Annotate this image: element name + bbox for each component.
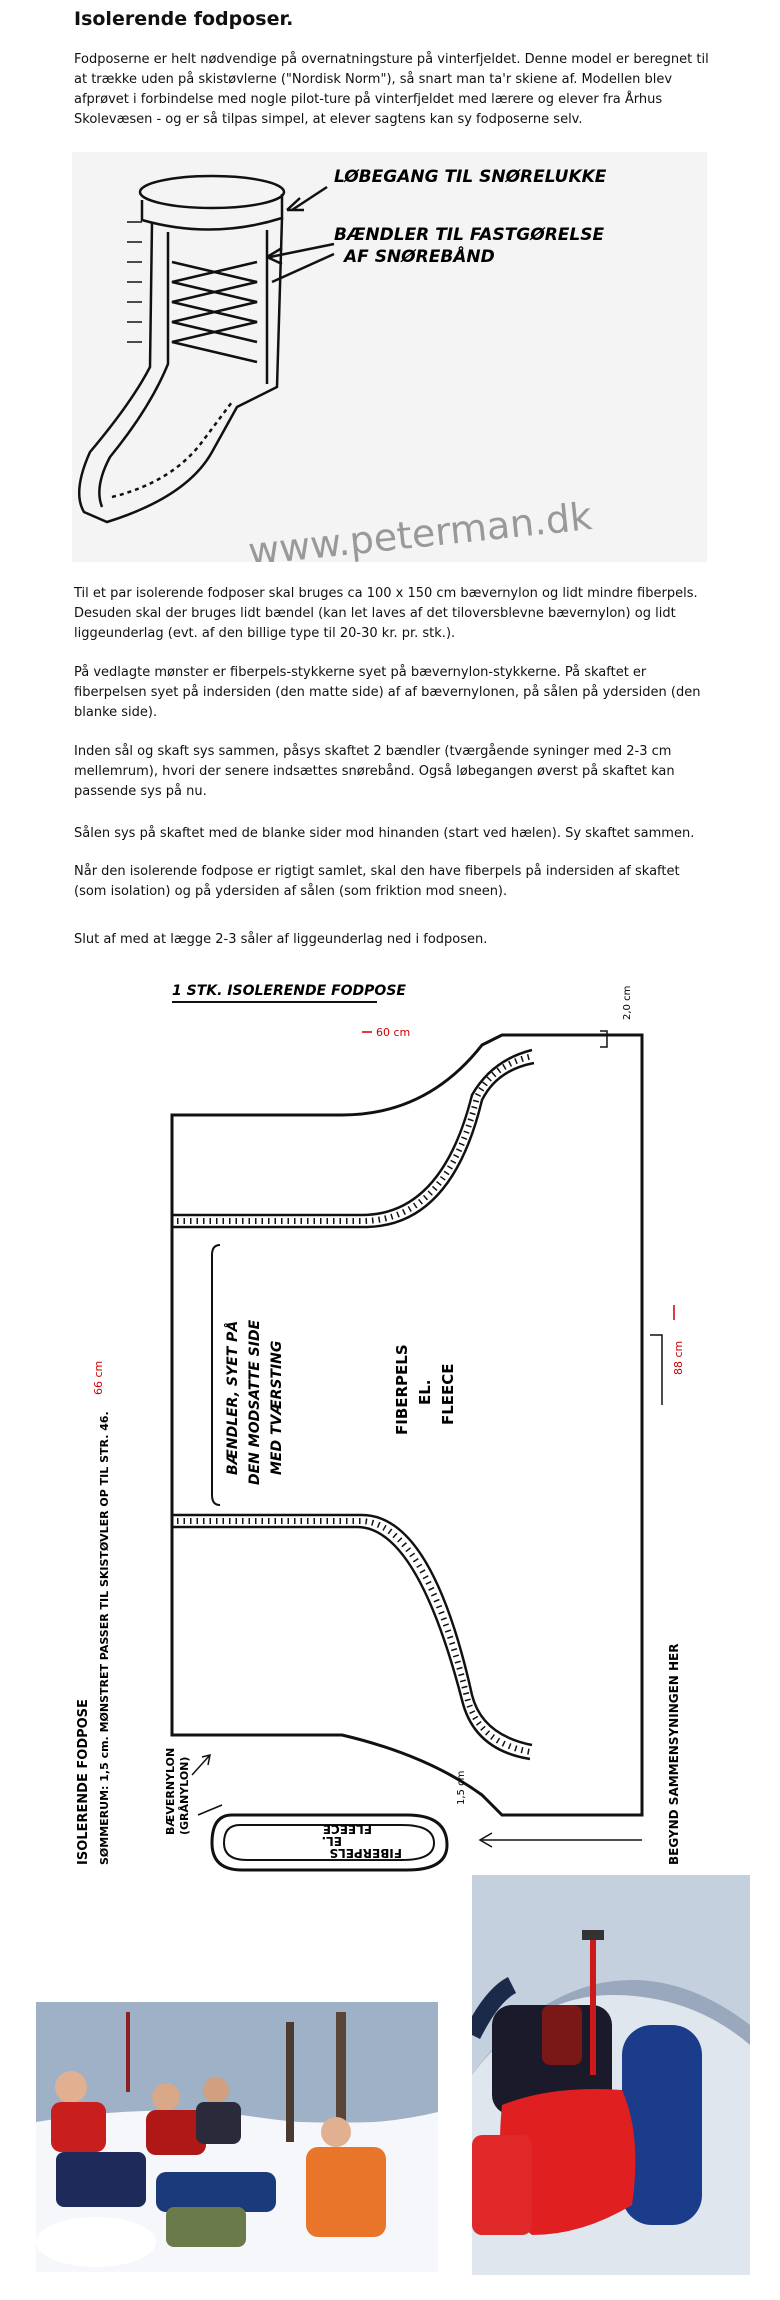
dim-2: 2,0 cm [622,985,633,1020]
pattern-heading: 1 STK. ISOLERENDE FODPOSE [172,983,406,999]
side-label-1: ISOLERENDE FODPOSE [76,1699,91,1865]
begynd-label: BEGYND SAMMENSYNINGEN HER [667,1643,681,1865]
page-title: Isolerende fodposer. [74,8,294,30]
label-lobegang: LØBEGANG TIL SNØRELUKKE [334,167,607,187]
materials-paragraph: Til et par isolerende fodposer skal bruges ca 100 x 150 cm bævernylon og lidt mindre fiberpels. Desuden skal der bruges lidt bændel (kan let laves af det tiloversblevne bævernylon) og lidt liggeunderlag (evt. af den billige type til 20-30 kr. pr. stk.). [74,586,698,641]
snow-cave-photo [472,1875,750,2275]
sole-paragraph: Sålen sys på skaftet med de blanke sider mod hinanden (start ved hælen). Sy skaftet sammen. [74,826,695,841]
bandler-label-3: MED TVÆRSTING [269,1340,285,1475]
pattern-paragraph: På vedlagte mønster er fiberpels-stykkerne syet på bævernylon-stykkerne. På skaftet er fiberpelsen syet på indersiden (den matte side) af af bævernylonen, på sålen på ydersiden (den blanke side). [74,665,701,720]
fiberpels-label-2: EL. [416,1379,434,1405]
sole-label-3: FLEECE [322,1822,372,1836]
dim-15: 1,5 cm [456,1770,467,1805]
sole-label-2: EL. [321,1834,342,1848]
baever-label-1: BÆVERNYLON [164,1747,177,1835]
fiberpels-label-1: FIBERPELS [393,1344,411,1435]
foot-bag-sketch [72,152,707,562]
fiberpels-label-3: FLEECE [439,1363,457,1425]
assembly-paragraph: Inden sål og skaft sys sammen, påsys skaftet 2 bændler (tværgående syninger med 2-3 cm mellemrum), hvori der senere indsættes snørebånd. Også løbegangen øverst på skaftet kan passende sys på nu. [74,744,675,799]
finish-paragraph: Når den isolerende fodpose er rigtigt samlet, skal den have fiberpels på indersiden af skaftet (som isolation) og på ydersiden af sålen (som friktion mod sneen). [74,864,680,899]
label-bandler-2: AF SNØREBÅND [344,247,495,267]
end-paragraph: Slut af med at lægge 2-3 såler af liggeunderlag ned i fodposen. [74,932,488,947]
group-photo [36,2002,438,2272]
dim-60: 60 cm [376,1026,411,1039]
bandler-label-1: BÆNDLER, SYET PÅ [225,1320,241,1475]
label-bandler-1: BÆNDLER TIL FASTGØRELSE [334,225,605,245]
dim-88: 88 cm [672,1340,685,1375]
dim-66: 66 cm [92,1360,105,1395]
baever-label-2: (GRÅNYLON) [178,1756,191,1835]
sole-label-1: FIBERPELS [329,1846,402,1860]
sewing-pattern [72,975,712,1875]
watermark: www.peterman.dk [246,494,594,562]
side-label-2: SØMMERUM: 1,5 cm. MØNSTRET PASSER TIL SKISTØVLER OP TIL STR. 46. [98,1411,111,1865]
bandler-label-2: DEN MODSATTE SIDE [247,1319,263,1485]
intro-paragraph: Fodposerne er helt nødvendige på overnatningsture på vinterfjeldet. Denne model er beregnet til at trække uden på skistøvlerne ("Nordisk Norm"), så snart man ta'r skiene af. Modellen blev afprøvet i forbindelse med nogle pilot-ture på vinterfjeldet med lærere og elever fra Århus Skolevæsen - og er så tilpas simpel, at elever sagtens kan sy fodposerne selv. [74,52,709,127]
